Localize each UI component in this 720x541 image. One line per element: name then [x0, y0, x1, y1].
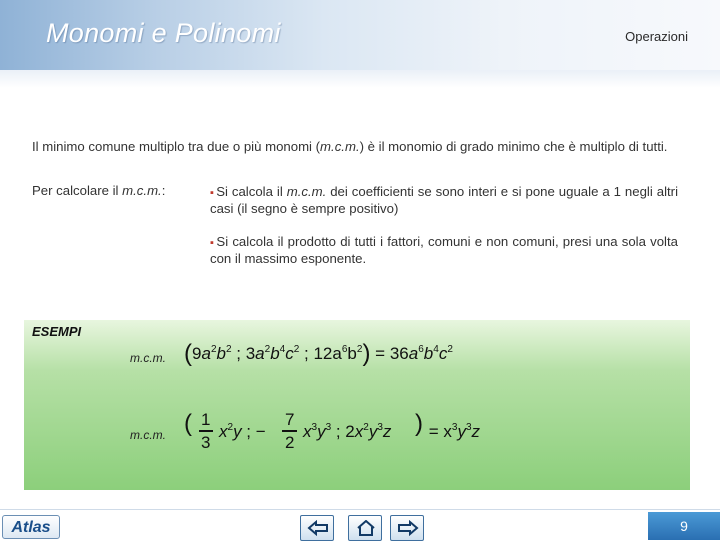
var: x — [354, 422, 364, 441]
exp: 2 — [264, 344, 271, 355]
bullet-item-2 — [210, 234, 678, 267]
example-1-expression — [184, 340, 453, 368]
exp: 4 — [433, 344, 439, 355]
footer-divider — [0, 509, 720, 510]
coef: 9 — [192, 344, 202, 363]
arrow-right-icon — [397, 520, 419, 536]
var: y — [368, 422, 378, 441]
var: x — [303, 422, 312, 441]
var: z — [471, 422, 480, 441]
home-button[interactable] — [348, 515, 382, 541]
bullet-2-text: Si calcola il prodotto di tutti i fattori, comuni e non comuni, presi una sola volta con il massimo esponente. — [210, 234, 678, 266]
bullet-dot-icon: ▪ — [210, 237, 215, 249]
var: a — [408, 344, 419, 363]
var: y — [233, 422, 242, 441]
var: x — [443, 422, 452, 441]
var: b — [270, 344, 280, 363]
var: a — [255, 344, 265, 363]
equals-sign: = — [370, 344, 390, 363]
page-number-badge: 9 — [648, 512, 720, 540]
equals-sign: = — [424, 422, 444, 441]
arrow-left-icon — [307, 520, 329, 536]
calc-label-abbr: m.c.m. — [122, 183, 162, 198]
bullet-item-1 — [210, 184, 678, 217]
next-slide-button[interactable] — [390, 515, 424, 541]
separator: ; − — [241, 422, 266, 441]
exp: 3 — [377, 422, 383, 433]
home-icon — [355, 520, 377, 536]
coef: 12 — [313, 344, 333, 363]
exp: 2 — [447, 344, 453, 355]
example-2-label: m.c.m. — [130, 428, 166, 442]
open-paren: ( — [184, 410, 192, 437]
var: a — [332, 344, 342, 363]
open-paren: ( — [184, 340, 192, 367]
exp: 6 — [341, 344, 348, 355]
exp: 3 — [311, 422, 318, 433]
fraction-1-numerator: 1 — [201, 410, 211, 429]
prev-slide-button[interactable] — [300, 515, 334, 541]
calc-label-prefix: Per calcolare il — [32, 183, 123, 198]
slide-title: Monomi e Polinomi — [46, 18, 281, 48]
definition-text-1: Il minimo comune multiplo tra due o più monomi ( — [32, 139, 321, 154]
var: y — [317, 422, 326, 441]
coef: 3 — [245, 344, 256, 363]
bullet-1-post: dei coefficienti se sono interi e si pone uguale a 1 negli altri casi (il segno è sempre positivo) — [210, 184, 678, 216]
header-fade — [0, 70, 720, 88]
exp: 3 — [451, 422, 458, 433]
close-paren: ) — [415, 410, 423, 437]
exp: 3 — [465, 422, 472, 433]
var: c — [438, 344, 448, 363]
var: y — [457, 422, 466, 441]
exp: 2 — [363, 422, 369, 433]
definition-text-2: ) è il monomio di grado minimo che è multiplo di tutti. — [359, 139, 668, 154]
result-coef: 36 — [389, 344, 409, 363]
section-label: Operazioni — [625, 29, 688, 44]
exp: 4 — [279, 344, 286, 355]
bullet-1-pre: Si calcola il — [216, 184, 287, 199]
separator: ; 2 — [331, 422, 355, 441]
example-1-label: m.c.m. — [130, 351, 166, 365]
exp: 3 — [325, 422, 332, 433]
exp: 2 — [356, 344, 363, 355]
var: x — [219, 422, 228, 441]
var: c — [285, 344, 294, 363]
bullet-dot-icon: ▪ — [210, 187, 215, 199]
fraction-2-denominator: 2 — [285, 433, 295, 452]
bullet-1-abbr: m.c.m. — [286, 184, 327, 199]
fraction-1-denominator: 3 — [201, 433, 211, 452]
calc-label — [32, 183, 165, 198]
term-2 — [303, 422, 391, 442]
var: z — [382, 422, 392, 441]
fraction-1-bar — [199, 430, 213, 432]
var: a — [201, 344, 211, 363]
term-1 — [219, 422, 266, 442]
fraction-2-bar — [282, 430, 297, 432]
examples-label: ESEMPI — [32, 324, 82, 339]
atlas-logo: Atlas — [2, 515, 60, 539]
separator: ; — [299, 344, 314, 363]
exp: 6 — [418, 344, 424, 355]
calc-label-suffix: : — [161, 183, 166, 198]
exp: 2 — [210, 344, 217, 355]
exp: 2 — [225, 344, 232, 355]
exp: 2 — [227, 422, 234, 433]
exp: 2 — [293, 344, 300, 355]
var: b — [216, 344, 226, 363]
fraction-2-numerator: 7 — [285, 410, 295, 429]
close-paren: ) — [362, 340, 371, 367]
var: b — [423, 344, 434, 363]
definition-paragraph — [32, 138, 688, 155]
separator: ; — [231, 344, 246, 363]
definition-abbr: m.c.m. — [320, 139, 360, 154]
result — [424, 422, 480, 442]
var: b — [347, 344, 357, 363]
